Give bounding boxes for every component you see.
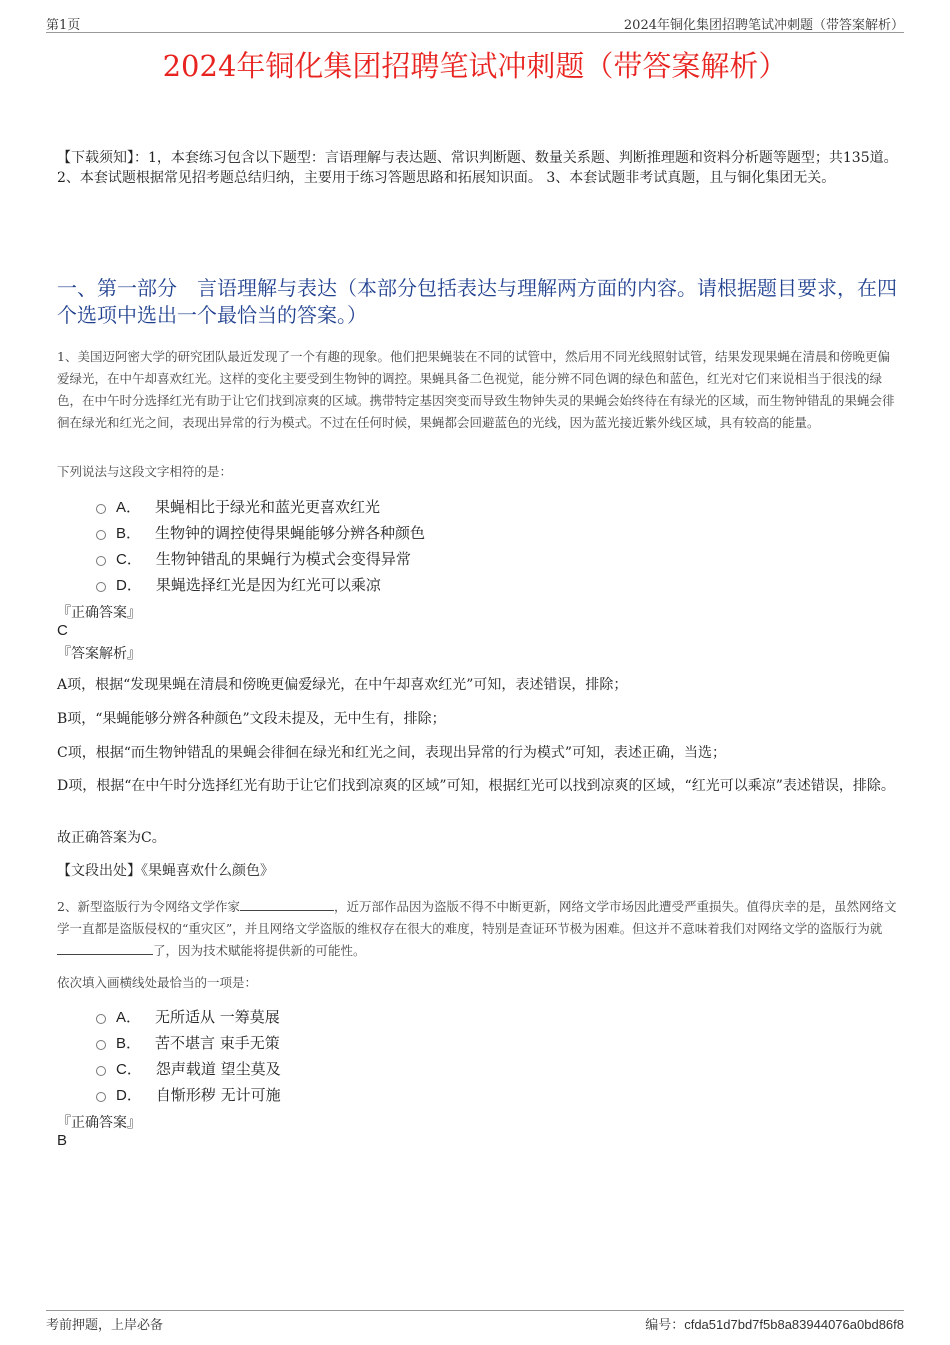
- footer-code: [645, 1314, 904, 1333]
- question-2-answer: B: [57, 1132, 68, 1149]
- question-2-options: [96, 1003, 281, 1107]
- question-2-text-part3: 了，因为技术赋能将提供新的可能性。: [153, 943, 366, 958]
- option-text: 生物钟的调控使得果蝇能够分辨各种颜色: [155, 523, 426, 542]
- option-letter: D．: [116, 1086, 142, 1104]
- option-letter: D．: [116, 576, 142, 594]
- analysis-line-b: B项，“果蝇能够分辨各种颜色”文段未提及，无中生有，排除；: [57, 711, 446, 727]
- option-letter: B．: [116, 524, 142, 542]
- option-text: 果蝇相比于绿光和蓝光更喜欢红光: [155, 497, 381, 516]
- option-letter: C．: [116, 550, 142, 568]
- radio-icon[interactable]: [96, 1014, 106, 1024]
- option-text: 自惭形秽 无计可施: [155, 1085, 281, 1104]
- option-letter: B．: [116, 1034, 142, 1052]
- question-1-option-a[interactable]: [96, 493, 425, 519]
- radio-icon[interactable]: [96, 1092, 106, 1102]
- question-1-option-d[interactable]: [96, 571, 425, 597]
- footer-code-value: cfda51d7bd7f5b8a83944076a0bd86f8: [684, 1317, 904, 1332]
- header-divider: [46, 32, 904, 33]
- option-text: 怨声载道 望尘莫及: [155, 1059, 281, 1078]
- question-1-option-b[interactable]: [96, 519, 425, 545]
- question-2-option-b[interactable]: [96, 1029, 281, 1055]
- question-2-prompt: 依次填入画横线处最恰当的一项是：: [57, 975, 258, 990]
- option-text: 无所适从 一筹莫展: [155, 1007, 280, 1026]
- question-2-text-part1: 2、新型盗版行为令网络文学作家: [57, 899, 240, 914]
- radio-icon[interactable]: [96, 1066, 106, 1076]
- analysis-line-a: A项，根据“发现果蝇在清晨和傍晚更偏爱绿光，在中午却喜欢红光”可知，表述错误，排除；: [57, 677, 628, 693]
- question-1-answer-label: 『正确答案』: [57, 605, 141, 621]
- header-page-label: 第1页: [46, 18, 81, 33]
- question-2-option-c[interactable]: [96, 1055, 281, 1081]
- radio-icon[interactable]: [96, 582, 106, 592]
- analysis-line-d: D项，根据“在中午时分选择红光有助于让它们找到凉爽的区域”可知，根据红光可以找到凉爽的区域，“红光可以乘凉”表述错误，排除。: [57, 778, 895, 794]
- question-2-answer-label: 『正确答案』: [57, 1115, 141, 1131]
- radio-icon[interactable]: [96, 556, 106, 566]
- download-notice: 【下载须知】：1，本套练习包含以下题型：言语理解与表达题、常识判断题、数量关系题、判断推理题和资料分析题等题型；共135道。 2、本套试题根据常见招考题总结归纳，主要用于练习答题思路和拓展知识面。 3、本套试题非考试真题，且与铜化集团无关。: [57, 150, 898, 186]
- option-letter: C．: [116, 1060, 142, 1078]
- footer-code-label: 编号：: [645, 1318, 685, 1333]
- analysis-line-c: C项，根据“而生物钟错乱的果蝇会徘徊在绿光和红光之间，表现出异常的行为模式”可知，表述正确，当选；: [57, 745, 727, 761]
- analysis-conclusion: 故正确答案为C。: [57, 830, 166, 846]
- option-text: 果蝇选择红光是因为红光可以乘凉: [155, 575, 381, 594]
- footer-divider: [46, 1310, 904, 1311]
- question-1-prompt: 下列说法与这段文字相符的是：: [57, 464, 233, 479]
- header-doc-title: 2024年铜化集团招聘笔试冲刺题（带答案解析）: [623, 18, 904, 33]
- question-2-option-a[interactable]: [96, 1003, 281, 1029]
- page-title: 2024年铜化集团招聘笔试冲刺题（带答案解析）: [162, 49, 788, 83]
- section-heading: 一、第一部分 言语理解与表达（本部分包括表达与理解两方面的内容。请根据题目要求，在四个选项中选出一个最恰当的答案。）: [57, 276, 897, 327]
- radio-icon[interactable]: [96, 1040, 106, 1050]
- footer-slogan: 考前押题，上岸必备: [46, 1318, 164, 1333]
- question-2-text-part2: ，近万部作品因为盗版不得不中断更新，网络文学市场因此遭受严重损失。值得庆幸的是，虽然网络文学一直都是盗版侵权的“重灾区”，并且网络文学盗版的维权存在很大的难度，特别是查证环节极为困难。但这并不意味着我们对网络文学的盗版行为就: [57, 899, 897, 936]
- question-1-analysis-label: 『答案解析』: [57, 646, 141, 662]
- option-text: 苦不堪言 束手无策: [155, 1033, 280, 1052]
- blank-line: [57, 942, 153, 955]
- radio-icon[interactable]: [96, 504, 106, 514]
- question-1-answer: C: [57, 622, 68, 639]
- option-letter: A．: [116, 1008, 142, 1026]
- question-1-text: 1、美国迈阿密大学的研究团队最近发现了一个有趣的现象。他们把果蝇装在不同的试管中，然后用不同光线照射试管，结果发现果蝇在清晨和傍晚更偏爱绿光，在中午却喜欢红光。这样的变化主要受到生物钟的调控。果蝇具备二色视觉，能分辨不同色调的绿色和蓝色，红光对它们来说相当于很浅的绿色，在中午时分选择红光有助于让它们找到凉爽的区域。携带特定基因突变而导致生物钟失灵的果蝇会始终待在有绿光的区域，而生物钟错乱的果蝇会徘徊在绿光和红光之间，表现出异常的行为模式。不过在任何时候，果蝇都会回避蓝色的光线，因为蓝光接近紫外线区域，具有较高的能量。: [57, 349, 895, 430]
- question-2-option-d[interactable]: [96, 1081, 281, 1107]
- blank-line: [240, 898, 334, 911]
- question-2-text: [57, 896, 902, 962]
- question-1-options: [96, 493, 425, 597]
- option-letter: A．: [116, 498, 142, 516]
- radio-icon[interactable]: [96, 530, 106, 540]
- option-text: 生物钟错乱的果蝇行为模式会变得异常: [155, 549, 411, 568]
- question-1-option-c[interactable]: [96, 545, 425, 571]
- question-1-source: 【文段出处】《果蝇喜欢什么颜色》: [57, 863, 274, 879]
